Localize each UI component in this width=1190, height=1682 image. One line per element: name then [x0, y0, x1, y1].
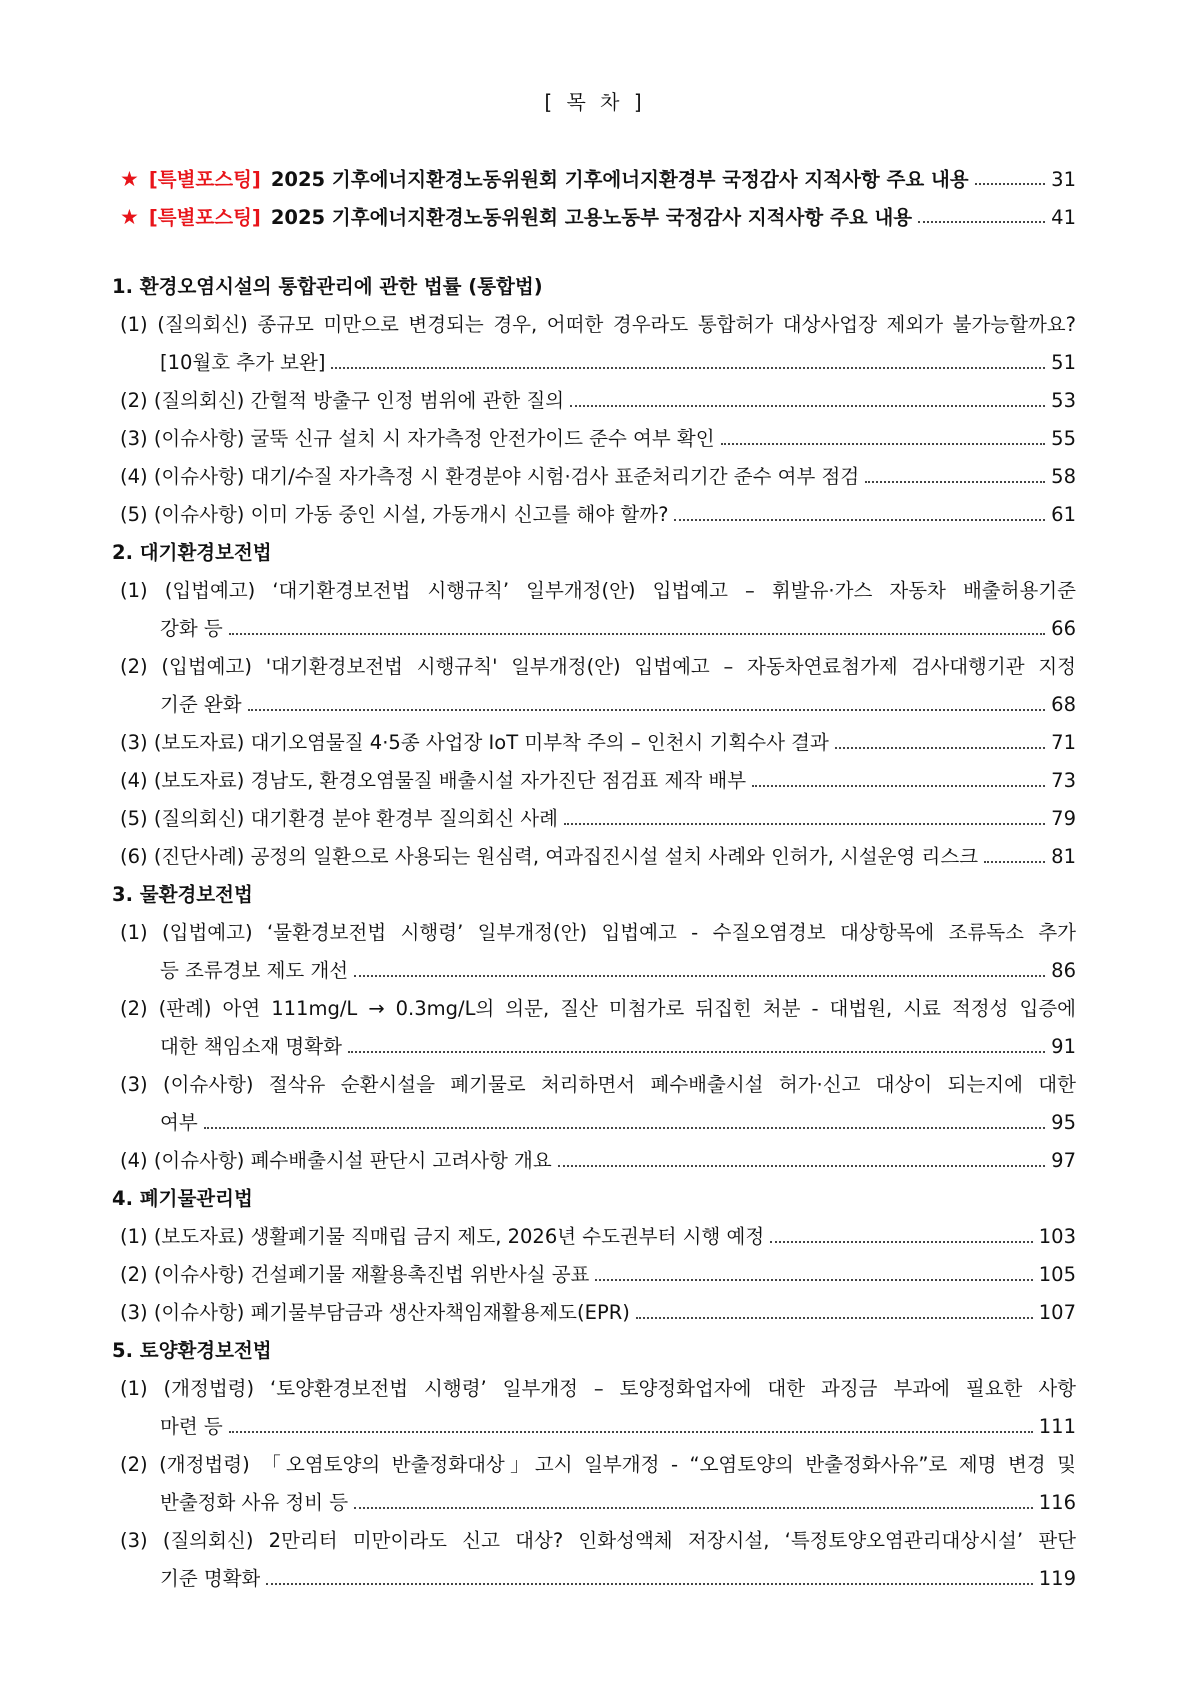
toc-entry[interactable] — [116, 762, 1076, 800]
entry-text: 마련 등 — [160, 1415, 223, 1438]
entry-text: 기준 명확화 — [160, 1567, 261, 1590]
toc-entry-line[interactable]: (1) (개정법령) ‘토양환경보전법 시행령’ 일부개정 – 토양정화업자에 대한 과징금 부과에 필요한 사항 — [120, 1377, 1076, 1400]
leader-dots — [248, 708, 1046, 711]
leader-dots — [984, 860, 1045, 863]
star-icon: ★ — [120, 167, 139, 191]
special-tag: [특별포스팅] — [148, 168, 261, 191]
leader-dots — [204, 1126, 1045, 1129]
toc-entry[interactable] — [116, 1256, 1076, 1294]
page-number: 71 — [1051, 731, 1076, 754]
page-number: 73 — [1051, 769, 1076, 792]
entry-text: (2) (이슈사항) 건설폐기물 재활용촉진법 위반사실 공표 — [120, 1263, 590, 1286]
toc-entry-line[interactable]: (2) (개정법령) 「오염토양의 반출정화대상」고시 일부개정 - “오염토양의 반출정화사유”로 제명 변경 및 — [120, 1453, 1076, 1476]
section-heading: 1. 환경오염시설의 통합관리에 관한 법률 (통합법) — [112, 275, 543, 298]
toc-entries — [112, 160, 1076, 1598]
leader-dots — [266, 1582, 1032, 1585]
toc-entry-line[interactable]: (2) (입법예고) '대기환경보전법 시행규칙' 일부개정(안) 입법예고 – 자동차연료첨가제 검사대행기관 지정 — [120, 655, 1076, 678]
toc-entry[interactable] — [116, 382, 1076, 420]
leader-dots — [331, 366, 1045, 369]
entry-text: 등 조류경보 제도 개선 — [160, 959, 349, 982]
entry-text: (3) (이슈사항) 폐기물부담금과 생산자책임재활용제도(EPR) — [120, 1301, 630, 1324]
leader-dots — [636, 1316, 1033, 1319]
page-number: 41 — [1051, 206, 1076, 229]
section-heading: 4. 폐기물관리법 — [112, 1187, 253, 1210]
toc-entry[interactable] — [116, 1218, 1076, 1256]
page-number: 55 — [1051, 427, 1076, 450]
leader-dots — [770, 1240, 1033, 1243]
entry-text: (4) (이슈사항) 폐수배출시설 판단시 고려사항 개요 — [120, 1149, 552, 1172]
section-heading: 5. 토양환경보전법 — [112, 1339, 272, 1362]
entry-text: (4) (이슈사항) 대기/수질 자가측정 시 환경분야 시험·검사 표준처리기간 준수 여부 점검 — [120, 465, 860, 488]
entry-text: (4) (보도자료) 경남도, 환경오염물질 배출시설 자가진단 점검표 제작 배부 — [120, 769, 747, 792]
leader-dots — [354, 974, 1045, 977]
toc-entry[interactable] — [116, 1104, 1076, 1142]
leader-dots — [721, 442, 1046, 445]
toc-entry[interactable] — [116, 800, 1076, 838]
page-number: 91 — [1051, 1035, 1076, 1058]
leader-dots — [229, 632, 1045, 635]
special-entry[interactable] — [116, 198, 1076, 236]
toc-entry[interactable] — [116, 1484, 1076, 1522]
toc-entry[interactable] — [116, 610, 1076, 648]
section-heading: 3. 물환경보전법 — [112, 883, 253, 906]
page-number: 81 — [1051, 845, 1076, 868]
toc-entry[interactable] — [116, 686, 1076, 724]
section-heading: 2. 대기환경보전법 — [112, 541, 272, 564]
leader-dots — [595, 1278, 1032, 1281]
leader-dots — [229, 1430, 1033, 1433]
leader-dots — [835, 746, 1045, 749]
entry-text: 대한 책임소재 명확화 — [160, 1035, 342, 1058]
page-number: 105 — [1038, 1263, 1076, 1286]
entry-text: 강화 등 — [160, 617, 223, 640]
page-number: 31 — [1051, 168, 1076, 191]
leader-dots — [564, 822, 1045, 825]
page-number: 51 — [1051, 351, 1076, 374]
special-tag: [특별포스팅] — [148, 206, 261, 229]
page-number: 95 — [1051, 1111, 1076, 1134]
toc-entry[interactable] — [116, 1560, 1076, 1598]
page-number: 79 — [1051, 807, 1076, 830]
spacer — [116, 236, 1076, 268]
toc-entry[interactable] — [116, 1294, 1076, 1332]
star-icon: ★ — [120, 205, 139, 229]
page-number: 66 — [1051, 617, 1076, 640]
leader-dots — [558, 1164, 1045, 1167]
toc-entry[interactable] — [116, 1408, 1076, 1446]
toc-entry-line[interactable]: (3) (이슈사항) 절삭유 순환시설을 폐기물로 처리하면서 폐수배출시설 허가·신고 대상이 되는지에 대한 — [120, 1073, 1076, 1096]
page-number: 86 — [1051, 959, 1076, 982]
toc-entry[interactable] — [116, 344, 1076, 382]
leader-dots — [570, 404, 1045, 407]
entry-text: [10월호 추가 보완] — [160, 351, 326, 374]
entry-text: (3) (이슈사항) 굴뚝 신규 설치 시 자가측정 안전가이드 준수 여부 확인 — [120, 427, 715, 450]
entry-text: (5) (질의회신) 대기환경 분야 환경부 질의회신 사례 — [120, 807, 558, 830]
page-number: 53 — [1051, 389, 1076, 412]
entry-text: (2) (질의회신) 간헐적 방출구 인정 범위에 관한 질의 — [120, 389, 565, 412]
page-number: 119 — [1038, 1567, 1076, 1590]
entry-text: 반출정화 사유 정비 등 — [160, 1491, 349, 1514]
entry-text: (5) (이슈사항) 이미 가동 중인 시설, 가동개시 신고를 해야 할까? — [120, 503, 669, 526]
page-number: 97 — [1051, 1149, 1076, 1172]
entry-text: 여부 — [160, 1111, 198, 1134]
toc-entry[interactable] — [116, 458, 1076, 496]
entry-text: 기준 완화 — [160, 693, 242, 716]
entry-text: (6) (진단사례) 공정의 일환으로 사용되는 원심력, 여과집진시설 설치 사례와 인허가, 시설운영 리스크 — [120, 845, 979, 868]
toc-entry[interactable] — [116, 1028, 1076, 1066]
page-number: 58 — [1051, 465, 1076, 488]
toc-entry-line[interactable]: (1) (질의회신) 종규모 미만으로 변경되는 경우, 어떠한 경우라도 통합허가 대상사업장 제외가 불가능할까요? — [120, 313, 1076, 336]
special-entry[interactable] — [116, 160, 1076, 198]
entry-text: (3) (보도자료) 대기오염물질 4·5종 사업장 IoT 미부착 주의 – 인천시 기획수사 결과 — [120, 731, 829, 754]
leader-dots — [975, 182, 1046, 185]
toc-entry[interactable] — [116, 420, 1076, 458]
page-number: 61 — [1051, 503, 1076, 526]
toc-entry-line[interactable]: (3) (질의회신) 2만리터 미만이라도 신고 대상? 인화성액체 저장시설, ‘특정토양오염관리대상시설’ 판단 — [120, 1529, 1076, 1552]
page-number: 107 — [1038, 1301, 1076, 1324]
special-title: 2025 기후에너지환경노동위원회 기후에너지환경부 국정감사 지적사항 주요 내용 — [270, 168, 969, 191]
leader-dots — [348, 1050, 1045, 1053]
toc-entry[interactable] — [116, 1142, 1076, 1180]
leader-dots — [865, 480, 1045, 483]
leader-dots — [752, 784, 1045, 787]
page-number: 68 — [1051, 693, 1076, 716]
leader-dots — [354, 1506, 1033, 1509]
leader-dots — [918, 220, 1045, 223]
leader-dots — [674, 518, 1045, 521]
page-number: 111 — [1038, 1415, 1076, 1438]
toc-entry[interactable] — [116, 724, 1076, 762]
page-number: 116 — [1038, 1491, 1076, 1514]
page-number: 103 — [1038, 1225, 1076, 1248]
special-title: 2025 기후에너지환경노동위원회 고용노동부 국정감사 지적사항 주요 내용 — [270, 206, 913, 229]
toc-entry-line[interactable]: (1) (입법예고) ‘대기환경보전법 시행규칙’ 일부개정(안) 입법예고 – 휘발유·가스 자동차 배출허용기준 — [120, 579, 1076, 602]
toc-entry[interactable] — [116, 952, 1076, 990]
toc-entry[interactable] — [116, 496, 1076, 534]
toc-title: [ 목 차 ] — [544, 90, 646, 114]
toc-entry-line[interactable]: (1) (입법예고) ‘물환경보전법 시행령’ 일부개정(안) 입법예고 - 수질오염경보 대상항목에 조류독소 추가 — [120, 921, 1076, 944]
entry-text: (1) (보도자료) 생활폐기물 직매립 금지 제도, 2026년 수도권부터 시행 예정 — [120, 1225, 765, 1248]
toc-entry[interactable] — [116, 838, 1076, 876]
toc-entry-line[interactable]: (2) (판례) 아연 111mg/L → 0.3mg/L의 의문, 질산 미첨가로 뒤집힌 처분 - 대법원, 시료 적정성 입증에 — [120, 997, 1076, 1020]
